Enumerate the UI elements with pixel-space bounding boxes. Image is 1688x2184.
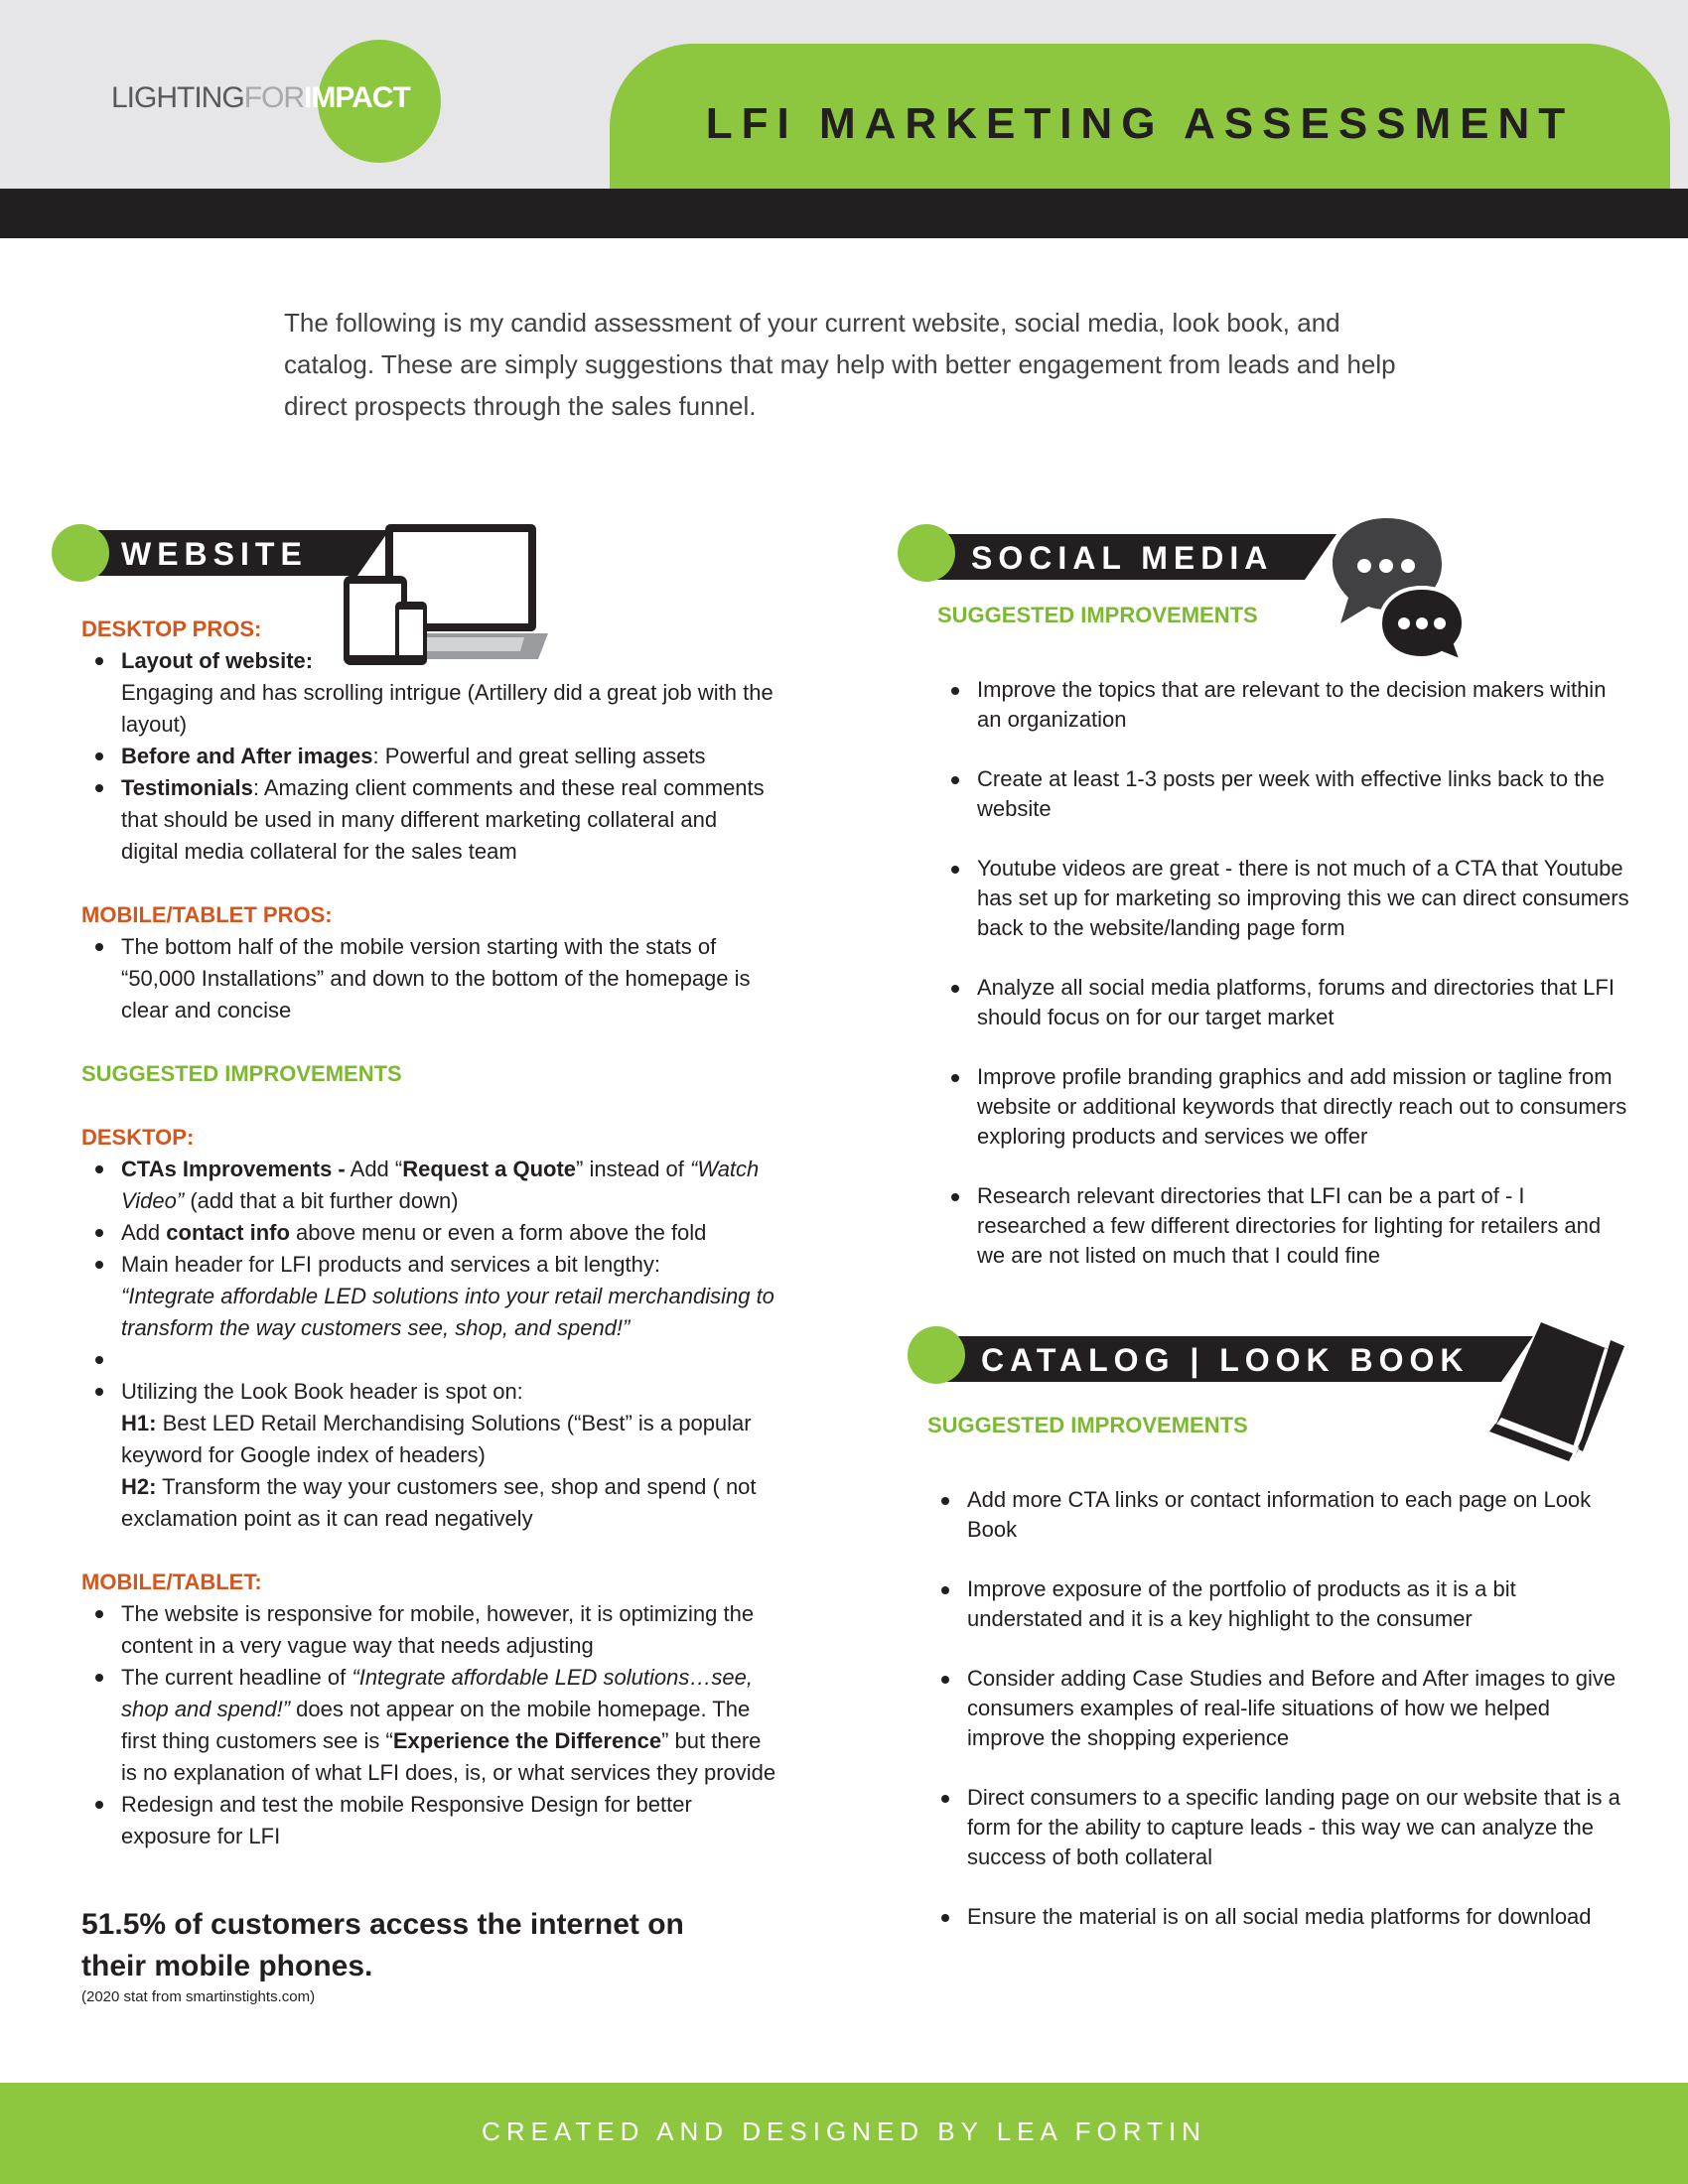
footer-band bbox=[0, 2083, 1688, 2184]
list-item: The website is responsive for mobile, however, it is optimizing the content in a very vague way that needs adjusting bbox=[81, 1598, 776, 1662]
list-item: Before and After images: Powerful and great selling assets bbox=[81, 741, 776, 772]
list-item: Create at least 1-3 posts per week with effective links back to the website bbox=[937, 764, 1632, 824]
list-item: Ensure the material is on all social media platforms for download bbox=[927, 1902, 1622, 1932]
section-circle bbox=[52, 524, 109, 582]
list-item: Youtube videos are great - there is not much of a CTA that Youtube has set up for marketing so improving this we can direct consumers back to the website/landing page form bbox=[937, 854, 1632, 943]
social-media-section-heading bbox=[898, 528, 1325, 582]
list-item: Utilizing the Look Book header is spot on: H1: Best LED Retail Merchandising Solutions (“Best” is a popular keyword for Google index of headers) H2: Transform the way your customers see, shop and spend ( not exclamation point as it can read negatively bbox=[81, 1376, 776, 1535]
mobile-tablet-heading: MOBILE/TABLET: bbox=[81, 1570, 262, 1594]
section-circle bbox=[898, 524, 955, 582]
social-media-column bbox=[937, 600, 1632, 1300]
mobile-stat-block bbox=[81, 1904, 757, 2007]
spacer bbox=[81, 1344, 776, 1376]
list-item: CTAs Improvements - Add “Request a Quote” instead of “Watch Video” (add that a bit further down) bbox=[81, 1154, 776, 1217]
list-item: Research relevant directories that LFI can be a part of - I researched a few different directories for lighting for retailers and we are not listed on much that I could fine bbox=[937, 1181, 1632, 1271]
catalog-improvements-list bbox=[927, 1485, 1622, 1932]
mobile-pros-heading: MOBILE/TABLET PROS: bbox=[81, 902, 333, 927]
intro-paragraph: The following is my candid assessment of your current website, social media, look book, and catalog. These are simply suggestions that may help with better engagement from leads and help direct prospects through the sales funnel. bbox=[284, 308, 1396, 421]
list-item: Improve profile branding graphics and add mission or tagline from website or additional keywords that directly reach out to consumers exploring products and services we offer bbox=[937, 1062, 1632, 1152]
list-item: The current headline of “Integrate affordable LED solutions…see, shop and spend!” does not appear on the mobile homepage. The first thing customers see is “Experience the Difference” but there is no explanation of what LFI does, is, or what services they provide bbox=[81, 1662, 776, 1789]
desktop-improvements-list bbox=[81, 1154, 776, 1535]
logo-text: LIGHTINGFORIMPACT bbox=[111, 81, 410, 114]
desktop-heading: DESKTOP: bbox=[81, 1125, 195, 1150]
list-item: Add contact info above menu or even a form above the fold bbox=[81, 1217, 776, 1249]
footer-credit: CREATED AND DESIGNED BY LEA FORTIN bbox=[482, 2116, 1206, 2146]
desktop-pros-heading: DESKTOP PROS: bbox=[81, 616, 262, 641]
list-item: Analyze all social media platforms, forums and directories that LFI should focus on for our target market bbox=[937, 973, 1632, 1032]
section-circle bbox=[908, 1326, 965, 1384]
catalog-section-heading bbox=[908, 1330, 1523, 1384]
website-suggested-heading: SUGGESTED IMPROVEMENTS bbox=[81, 1061, 402, 1086]
list-item: Main header for LFI products and services a bit lengthy: “Integrate affordable LED solutions into your retail merchandising to transform the way customers see, shop, and spend!” bbox=[81, 1249, 776, 1344]
website-section-heading bbox=[52, 528, 389, 582]
desktop-pros-list bbox=[81, 645, 776, 868]
header-divider-bar bbox=[0, 189, 1688, 238]
lighting-for-impact-logo bbox=[111, 40, 449, 159]
list-item: Improve the topics that are relevant to the decision makers within an organization bbox=[937, 675, 1632, 735]
mobile-stat: 51.5% of customers access the internet on their mobile phones. bbox=[81, 1908, 684, 1982]
section-title: WEBSITE bbox=[121, 536, 308, 572]
title-panel bbox=[610, 44, 1670, 189]
list-item: Redesign and test the mobile Responsive Design for better exposure for LFI bbox=[81, 1789, 776, 1852]
catalog-suggested-heading: SUGGESTED IMPROVEMENTS bbox=[927, 1413, 1248, 1437]
social-improvements-list bbox=[937, 675, 1632, 1271]
list-item: Improve exposure of the portfolio of products as it is a bit understated and it is a key highlight to the consumer bbox=[927, 1574, 1622, 1634]
mobile-pros-list bbox=[81, 931, 776, 1026]
section-title: CATALOG | LOOK BOOK bbox=[981, 1342, 1470, 1378]
list-item: Direct consumers to a specific landing page on our website that is a form for the ability to capture leads - this way we can analyze the success of both collateral bbox=[927, 1783, 1622, 1872]
list-item: Testimonials: Amazing client comments and these real comments that should be used in many different marketing collateral and digital media collateral for the sales team bbox=[81, 772, 776, 868]
website-column bbox=[81, 614, 776, 1852]
list-item: Layout of website: Engaging and has scrolling intrigue (Artillery did a great job with the layout) bbox=[81, 645, 776, 741]
document-title: LFI MARKETING ASSESSMENT bbox=[705, 99, 1575, 148]
mobile-improvements-list bbox=[81, 1598, 776, 1852]
stat-source: (2020 stat from smartinstights.com) bbox=[81, 1988, 316, 2005]
list-item: Consider adding Case Studies and Before and After images to give consumers examples of real-life situations of how we helped improve the shopping experience bbox=[927, 1664, 1622, 1753]
section-title: SOCIAL MEDIA bbox=[971, 540, 1274, 576]
list-item: The bottom half of the mobile version starting with the stats of “50,000 Installations” and down to the bottom of the homepage is clear and concise bbox=[81, 931, 776, 1026]
list-item: Add more CTA links or contact information to each page on Look Book bbox=[927, 1485, 1622, 1545]
social-suggested-heading: SUGGESTED IMPROVEMENTS bbox=[937, 603, 1258, 627]
catalog-column bbox=[927, 1410, 1622, 1962]
